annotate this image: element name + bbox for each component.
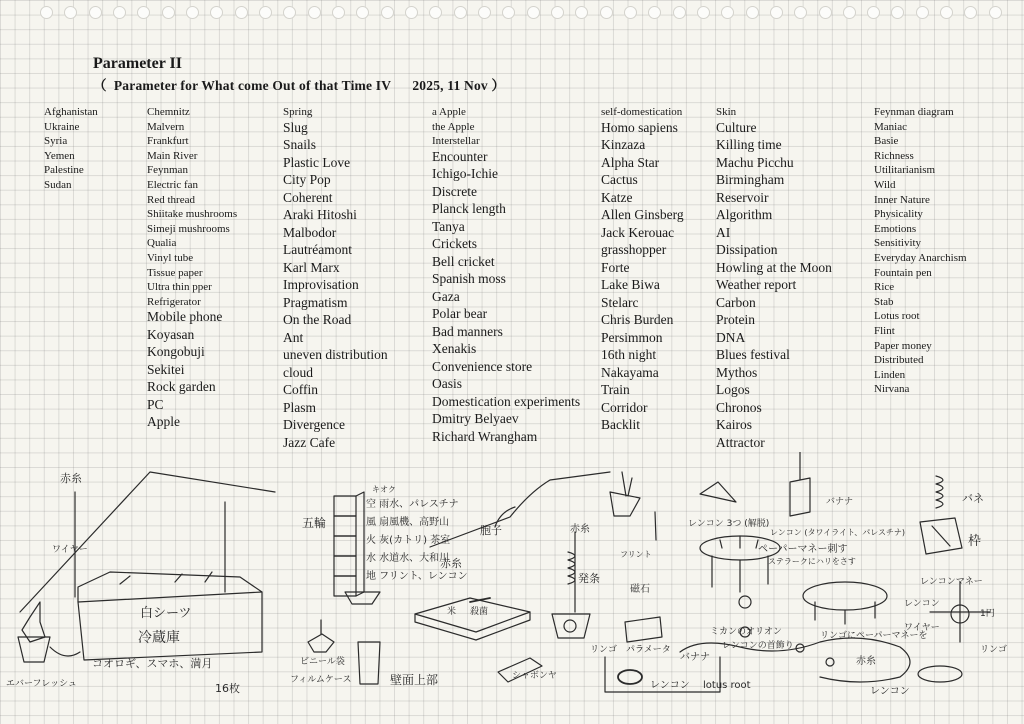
word-item: Ichigo-Ichie (432, 166, 498, 182)
word-item: Tissue paper (147, 266, 203, 279)
word-item: Lake Biwa (601, 277, 660, 293)
word-item: Utilitarianism (874, 164, 936, 177)
word-item: Basie (874, 135, 899, 148)
word-item: Rice (874, 281, 895, 294)
word-item: Improvisation (283, 277, 359, 293)
label-sora: 空 雨水、パレスチナ (366, 499, 459, 510)
label-renkon-3: レンコン 3つ (解脱) (688, 519, 770, 529)
word-item: Red thread (147, 193, 195, 206)
label-renkon-4: レンコン (904, 599, 940, 609)
word-item: Bad manners (432, 323, 503, 339)
word-item: Maniac (874, 120, 907, 133)
word-item: Katze (601, 189, 633, 205)
word-item: Allen Ginsberg (601, 207, 684, 223)
word-item: Everyday Anarchism (874, 251, 967, 264)
label-hekimen: 壁面上部 (390, 673, 439, 687)
word-item: Howling at the Moon (716, 259, 832, 275)
word-item: Stelarc (601, 294, 639, 310)
word-item: Araki Hitoshi (283, 207, 357, 223)
word-item: Plasm (283, 399, 317, 415)
word-item: Palestine (44, 164, 84, 177)
label-gorin: 五輪 (302, 516, 327, 530)
word-item: Kairos (716, 417, 752, 433)
word-item: Electric fan (147, 178, 198, 191)
label-waku: 枠 (968, 534, 982, 549)
word-item: cloud (283, 364, 313, 380)
word-column-7 (874, 106, 967, 398)
word-item: Weather report (716, 277, 797, 293)
label-ringo-2: リンゴ (980, 645, 1008, 655)
gorin-tower-sketch (334, 492, 364, 596)
word-item: Sensitivity (874, 237, 922, 250)
label-kaze: 風 扇風機、高野山 (366, 517, 450, 528)
word-item: Domestication experiments (432, 393, 581, 409)
word-item: AI (716, 224, 731, 240)
binder-holes (40, 6, 1002, 20)
word-item: Machu Picchu (716, 154, 794, 170)
word-item: Main River (147, 149, 198, 162)
label-akaito-stand: 赤糸 (570, 524, 590, 535)
label-flint: フリント (620, 550, 652, 559)
label-paper-money: ペーパーマネー刺す (758, 544, 848, 555)
word-item: Yemen (44, 149, 75, 162)
label-renkon-kubi: レンコンの首飾り (722, 641, 794, 651)
word-item: Snails (283, 137, 317, 153)
word-item: Kinzaza (601, 137, 646, 153)
word-item: Gaza (432, 288, 460, 304)
word-item: Interstellar (432, 135, 480, 148)
word-item: a Apple (432, 106, 466, 118)
label-kiokku: キオク (372, 485, 396, 494)
label-ringo-money: リンゴにペーパーマネーを (820, 631, 928, 641)
word-item: Chris Burden (601, 312, 674, 328)
word-item: Crickets (432, 236, 477, 252)
word-item: City Pop (283, 172, 331, 188)
word-item: Homo sapiens (601, 119, 678, 135)
label-kome: 米 (447, 607, 457, 617)
label-renkon-note: レンコン (タワイライト、パレスチナ) (770, 528, 905, 537)
word-item: Sudan (44, 178, 72, 191)
word-item: Inner Nature (874, 193, 930, 206)
word-item: Skin (716, 106, 737, 118)
word-column-5 (601, 106, 684, 436)
label-shiro-sheets: 白シーツ (140, 606, 192, 621)
label-hirota: 胞子 (480, 524, 502, 537)
label-renkon-1: レンコン (650, 680, 690, 691)
label-hakkaito: 発条 (578, 572, 600, 585)
word-item: Richness (874, 149, 914, 162)
word-item: Discrete (432, 183, 477, 199)
word-item: Jack Kerouac (601, 224, 675, 240)
word-item: Polar bear (432, 306, 488, 322)
word-item: Rock garden (147, 379, 216, 395)
word-item: Frankfurt (147, 135, 189, 148)
plant-pot-sketch (308, 592, 380, 684)
label-shabonya: シャボンヤ (512, 671, 557, 681)
word-item: Fountain pen (874, 266, 932, 279)
word-column-1 (44, 106, 98, 194)
label-renkon-2: レンコン (870, 686, 910, 697)
word-item: grasshopper (601, 242, 667, 258)
word-item: Tanya (432, 218, 465, 234)
word-item: Forte (601, 259, 630, 275)
label-lotus: lotus root (703, 680, 751, 691)
label-akaito-1: 赤糸 (60, 472, 82, 485)
word-column-6 (716, 106, 832, 453)
word-item: Syria (44, 135, 68, 148)
word-item: Dmitry Belyaev (432, 411, 519, 427)
word-item: Convenience store (432, 358, 533, 374)
word-item: Vinyl tube (147, 251, 194, 264)
word-item: Persimmon (601, 329, 663, 345)
installation-sketch (0, 452, 1024, 724)
word-item: Physicality (874, 208, 923, 221)
word-item: Flint (874, 324, 895, 337)
label-bane: バネ (962, 492, 984, 505)
word-item: Afghanistan (44, 106, 98, 118)
word-item: DNA (716, 329, 746, 345)
word-item: Oasis (432, 376, 462, 392)
word-item: Mythos (716, 364, 758, 380)
word-item: Chronos (716, 399, 762, 415)
word-column-4 (432, 106, 580, 447)
word-item: Planck length (432, 201, 506, 217)
word-item: Spanish moss (432, 271, 506, 287)
word-item: 16th night (601, 347, 657, 363)
label-stelarc: ステラークにハリをさす (768, 557, 856, 566)
word-item: Koyasan (147, 326, 195, 342)
word-item: Simeji mushrooms (147, 222, 230, 235)
word-column-3 (283, 106, 388, 453)
word-item: Logos (716, 382, 750, 398)
word-item: Karl Marx (283, 259, 340, 275)
word-item: Cactus (601, 172, 638, 188)
label-vinyl: ビニール袋 (300, 657, 345, 667)
word-item: Spring (283, 106, 313, 118)
word-item: Bell cricket (432, 253, 495, 269)
word-item: Shiitake mushrooms (147, 208, 238, 221)
word-item: Backlit (601, 417, 640, 433)
word-item: Protein (716, 312, 755, 328)
label-chi: 地 フリント、レンコン (366, 571, 468, 582)
word-item: Feynman diagram (874, 106, 954, 118)
word-item: Feynman (147, 164, 188, 177)
label-wire-2: ワイヤー (904, 623, 940, 633)
word-item: Train (601, 382, 630, 398)
word-item: Ukraine (44, 120, 80, 133)
word-item: Malbodor (283, 224, 337, 240)
label-ringo: リンゴ (590, 645, 618, 655)
label-parameta: パラメータ (626, 645, 671, 655)
label-wire-1: ワイヤー (52, 545, 88, 555)
word-item: Kongobuji (147, 344, 205, 360)
word-item: On the Road (283, 312, 352, 328)
word-item: Killing time (716, 137, 782, 153)
word-item: Lautréamont (283, 242, 352, 258)
word-item: Refrigerator (147, 295, 201, 308)
word-item: Stab (874, 295, 894, 308)
label-hi: 火 灰(カトリ) 茶室 (366, 535, 451, 546)
label-akaito-2: 赤糸 (440, 557, 462, 570)
label-renkon-money: レンコンマネー (920, 577, 983, 587)
word-item: Xenakis (432, 341, 477, 357)
word-item: Mobile phone (147, 309, 223, 325)
word-item: Birmingham (716, 172, 785, 188)
word-item: Dissipation (716, 242, 778, 258)
word-item: Corridor (601, 399, 648, 415)
word-item: Coffin (283, 382, 319, 398)
word-item: Qualia (147, 237, 177, 250)
label-banana-2: バナナ (826, 497, 854, 507)
word-item: the Apple (432, 120, 475, 133)
label-jiseki: 磁石 (630, 584, 650, 595)
label-sheets-count: 16枚 (215, 682, 240, 695)
word-item: Emotions (874, 222, 917, 235)
word-item: Paper money (874, 339, 932, 352)
word-item: uneven distribution (283, 347, 388, 363)
word-item: Malvern (147, 120, 185, 133)
label-akaito-3: 赤糸 (856, 656, 876, 667)
word-item: Ant (283, 329, 304, 345)
word-item: Reservoir (716, 189, 769, 205)
word-item: Encounter (432, 148, 488, 164)
word-item: Wild (874, 178, 896, 191)
word-item: Coherent (283, 189, 333, 205)
word-column-2 (147, 106, 237, 433)
label-reizoko: 冷蔵庫 (138, 630, 180, 646)
word-item: Carbon (716, 294, 756, 310)
label-banana-1: バナナ (680, 652, 710, 663)
word-item: Algorithm (716, 207, 773, 223)
label-ichien: 1円 (980, 609, 995, 619)
word-item: self-domestication (601, 106, 683, 118)
word-item: Alpha Star (601, 154, 660, 170)
word-item: Ultra thin pper (147, 281, 212, 294)
word-item: Blues festival (716, 347, 790, 363)
word-item: Pragmatism (283, 294, 348, 310)
word-item: Jazz Cafe (283, 434, 336, 450)
word-item: Culture (716, 119, 757, 135)
page-subtitle: （ Parameter for What come Out of that Time IV 2025, 11 Nov ） (93, 78, 506, 93)
word-item: Slug (283, 119, 308, 135)
word-item: Nakayama (601, 364, 659, 380)
word-item: Plastic Love (283, 154, 351, 170)
word-item: Chemnitz (147, 106, 190, 118)
word-item: PC (147, 396, 164, 412)
word-item: Sekitei (147, 361, 185, 377)
word-item: Attractor (716, 434, 765, 450)
label-mikan: ミカンのオリオン (710, 627, 782, 637)
word-item: Distributed (874, 354, 924, 367)
label-reizoko-contents: コオロギ、スマホ、満月 (92, 657, 213, 670)
label-evapo: エバーフレッシュ (6, 679, 77, 689)
page-title: Parameter II (93, 55, 182, 72)
word-item: Nirvana (874, 383, 910, 396)
word-item: Divergence (283, 417, 345, 433)
label-film-case: フィルムケース (290, 675, 352, 685)
label-sakkin: 殺菌 (470, 607, 489, 617)
word-item: Lotus root (874, 310, 920, 323)
label-mizu: 水 水道水、大和川 (366, 553, 450, 564)
word-item: Richard Wrangham (432, 428, 538, 444)
word-item: Apple (147, 414, 180, 430)
word-item: Linden (874, 368, 906, 381)
